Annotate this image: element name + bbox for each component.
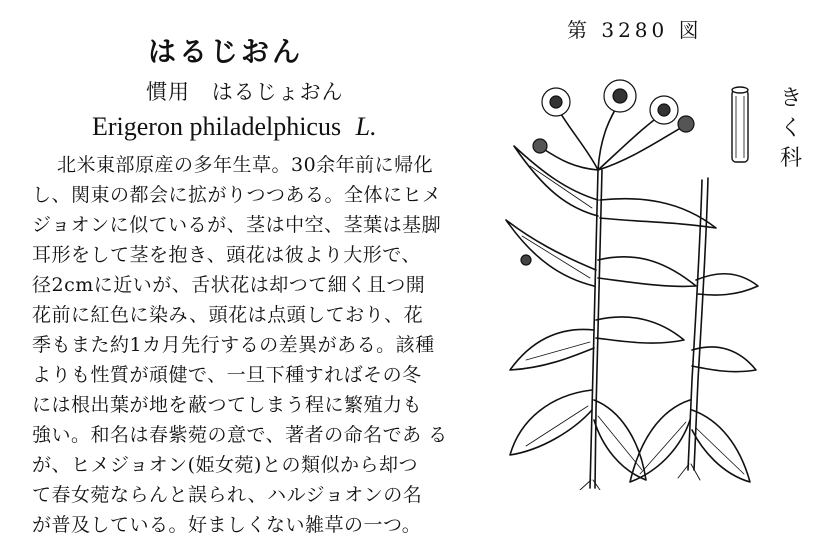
flower-head xyxy=(678,116,694,132)
description-line: 季もまた約1カ月先行するの差異がある。該種 xyxy=(32,334,435,356)
basal-leaf xyxy=(630,400,690,482)
scientific-name-text: Erigeron philadelphicus xyxy=(92,112,342,141)
description-line: 北米東部原産の多年生草。30余年前に帰化 xyxy=(57,154,434,176)
stem-leaf xyxy=(510,329,594,370)
description-line: 花前に紅色に染み、頭花は点頭しており、花 xyxy=(32,304,424,326)
flower-head xyxy=(521,255,531,265)
description-line: が、ヒメジョオン(姫女菀)との類似から却つ xyxy=(32,454,418,476)
plant-family-label xyxy=(776,84,806,174)
plant-illustration xyxy=(470,50,770,490)
stem-leaf xyxy=(506,220,596,286)
entry-title: はるじおん xyxy=(148,35,304,68)
description-line: 強い。和名は春紫菀の意で、著者の命名であ る xyxy=(32,424,448,446)
description-line: 耳形をして茎を抱き、頭花は彼より大形で、 xyxy=(32,244,421,266)
flower-head xyxy=(533,139,547,153)
description-line: が普及している。好ましくない雑草の一つ。 xyxy=(32,514,422,536)
alternate-name xyxy=(146,76,344,106)
basal-leaf xyxy=(510,390,592,455)
description-text xyxy=(32,150,472,540)
stem-cross-section xyxy=(732,87,748,162)
alternate-name-label: 慣用 xyxy=(146,80,190,104)
description-line: し、関東の都会に拡がりつつある。全体にヒメ xyxy=(32,184,442,206)
description-line: ジョオンに似ているが、茎は中空、茎葉は基脚 xyxy=(32,214,442,236)
description-line: には根出葉が地を蔽つてしまう程に繁殖力も xyxy=(32,394,423,416)
plant-family-char: 科 xyxy=(779,146,802,171)
secondary-stem xyxy=(688,180,702,470)
description-line: 径2cmに近いが、舌状花は却つて細く且つ開 xyxy=(32,274,426,296)
figure-number: 第 3280 図 xyxy=(567,18,703,42)
flower-heads xyxy=(521,80,694,265)
plant-family-char: く xyxy=(779,116,802,141)
scientific-name xyxy=(92,112,377,142)
plant-family-char: き xyxy=(779,86,802,111)
scientific-name-author: L. xyxy=(355,112,377,141)
alternate-name-value: はるじょおん xyxy=(211,80,344,104)
description-line: よりも性質が頑健で、一旦下種すればその冬 xyxy=(32,364,422,386)
description-line: て春女菀ならんと誤られ、ハルジョオンの名 xyxy=(32,484,423,506)
